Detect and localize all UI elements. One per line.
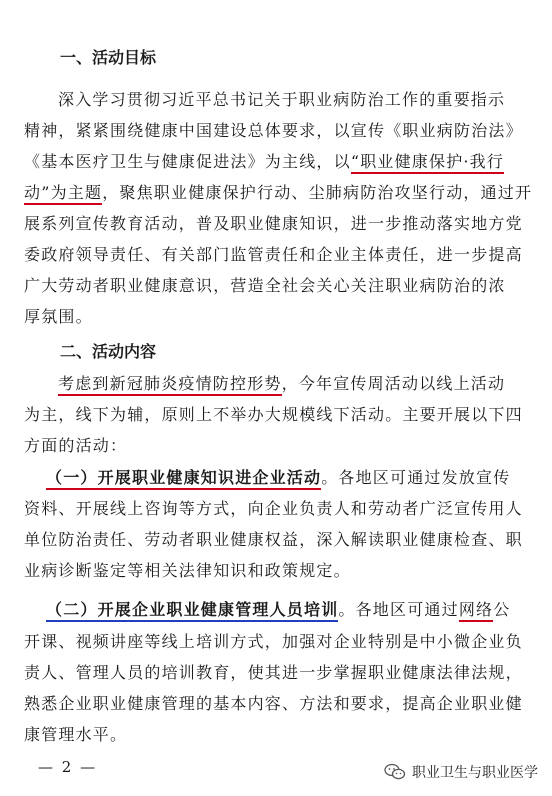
paragraph-line: 精神，紧紧围绕健康中国建设总体要求，以宣传《职业病防治法》	[24, 121, 523, 140]
paragraph-line	[24, 183, 532, 203]
paragraph-line: 厚氛围。	[24, 307, 93, 326]
paragraph-line: 展系列宣传教育活动，普及职业健康知识，进一步推动落实地方党	[24, 214, 523, 233]
paragraph-line: 深入学习贯彻习近平总书记关于职业病防治工作的重要指示	[58, 90, 506, 109]
section-heading-goals: 一、活动目标	[60, 48, 157, 67]
item-title-2: （二）开展企业职业健康管理人员培训	[46, 600, 338, 622]
paragraph-line: 单位防治责任、劳动者职业健康权益，深入解读职业健康检查、职	[24, 530, 523, 549]
text-span: 公	[493, 600, 511, 619]
paragraph-line: 委政府领导责任、有关部门监管责任和企业主体责任，进一步提高	[24, 245, 523, 264]
paragraph-line: 资料、开展线上咨询等方式，向企业负责人和劳动者广泛宣传用人	[24, 499, 523, 518]
theme-highlight: “职业健康保护·我行	[351, 152, 504, 174]
paragraph-line: 熟悉企业职业健康管理的基本内容、方法和要求，提高企业职业健	[24, 694, 523, 713]
text-span: 。各地区可通过	[338, 600, 459, 619]
paragraph-line: 业病诊断鉴定等相关法律知识和政策规定。	[24, 561, 351, 580]
paragraph-line: 方面的活动：	[24, 436, 128, 455]
theme-highlight: 动”为主题	[24, 183, 102, 205]
text-span: ，聚焦职业健康保护行动、尘肺病防治攻坚行动，通过开	[102, 183, 533, 202]
network-highlight: 网络	[459, 600, 493, 622]
epidemic-highlight: 考虑到新冠肺炎疫情防控形势	[58, 374, 282, 396]
paragraph-line: 为主，线下为辅，原则上不举办大规模线下活动。主要开展以下四	[24, 405, 523, 424]
section-heading-content: 二、活动内容	[60, 342, 157, 361]
paragraph-line	[46, 468, 510, 488]
paragraph-line: 广大劳动者职业健康意识，营造全社会关心关注职业病防治的浓	[24, 276, 506, 295]
paragraph-line: 康管理水平。	[24, 725, 128, 744]
item-title-1: （一）开展职业健康知识进企业活动	[46, 468, 321, 490]
wechat-icon	[384, 763, 406, 781]
account-watermark	[384, 762, 538, 782]
paragraph-line	[46, 600, 510, 620]
paragraph-line	[24, 152, 504, 172]
paragraph-line	[58, 374, 505, 394]
page-number: — 2 —	[38, 758, 98, 776]
watermark-text: 职业卫生与职业医学	[412, 765, 538, 781]
paragraph-line: 责人、管理人员的培训教育，使其进一步掌握职业健康法律法规，	[24, 663, 523, 682]
text-span: 。各地区可通过发放宣传	[321, 468, 511, 487]
paragraph-line: 开课、视频讲座等线上培训方式，加强对企业特别是中小微企业负	[24, 632, 523, 651]
text-span: ，今年宣传周活动以线上活动	[281, 374, 506, 393]
text-span: 《基本医疗卫生与健康促进法》为主线，以	[24, 152, 351, 171]
